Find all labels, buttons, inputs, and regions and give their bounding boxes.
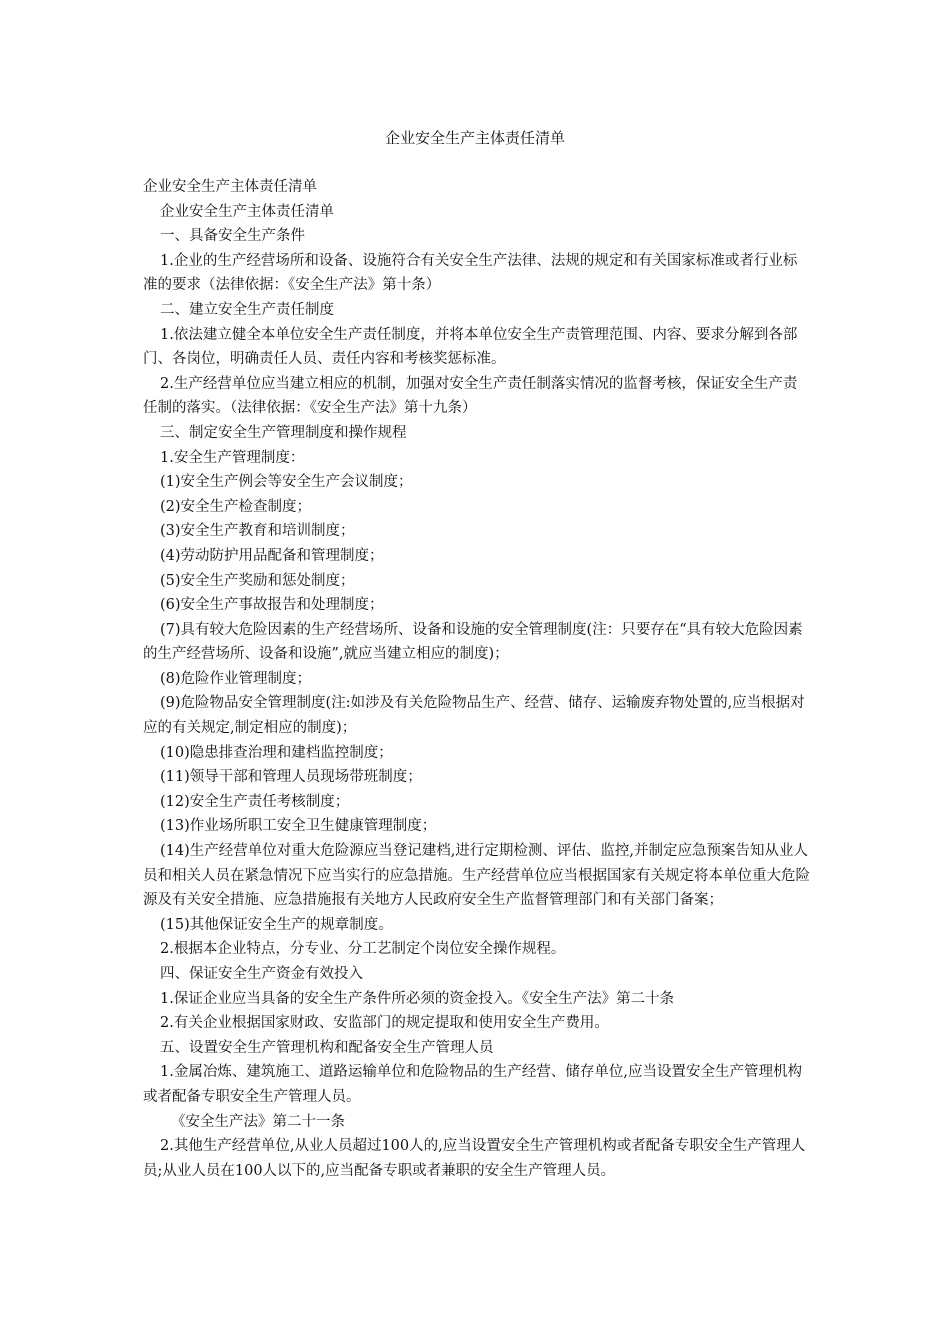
document-paragraph: (1)安全生产例会等安全生产会议制度； bbox=[160, 474, 413, 491]
document-paragraph: 1.保证企业应当具备的安全生产条件所必须的资金投入。《安全生产法》第二十条 bbox=[160, 990, 675, 1007]
document-paragraph: (11)领导干部和管理人员现场带班制度； bbox=[160, 769, 422, 786]
document-paragraph: 企业安全生产主体责任清单 bbox=[160, 203, 334, 220]
document-paragraph: 1.企业的生产经营场所和设备、设施符合有关安全生产法律、法规的规定和有关国家标准或者行业标准的要求（法律依据：《安全生产法》第十条） bbox=[143, 252, 798, 294]
document-paragraph: (3)安全生产教育和培训制度； bbox=[160, 523, 355, 540]
document-paragraph: (13)作业场所职工安全卫生健康管理制度； bbox=[160, 818, 437, 835]
document-paragraph: 三、制定安全生产管理制度和操作规程 bbox=[160, 424, 407, 441]
document-body bbox=[143, 175, 811, 1183]
document-paragraph: (10)隐患排查治理和建档监控制度； bbox=[160, 744, 393, 761]
document-paragraph: (2)安全生产检查制度； bbox=[160, 498, 312, 515]
document-paragraph: 2.生产经营单位应当建立相应的机制，加强对安全生产责任制落实情况的监督考核，保证安全生产责任制的落实。（法律依据：《安全生产法》第十九条） bbox=[143, 375, 798, 417]
document-paragraph: 1.安全生产管理制度： bbox=[160, 449, 305, 466]
document-paragraph: (12)安全生产责任考核制度； bbox=[160, 793, 350, 810]
document-paragraph: (8)危险作业管理制度； bbox=[160, 670, 312, 687]
document-paragraph: 2.根据本企业特点，分专业、分工艺制定个岗位安全操作规程。 bbox=[160, 941, 566, 958]
document-paragraph: 二、建立安全生产责任制度 bbox=[160, 301, 334, 318]
document-paragraph: (9)危险物品安全管理制度(注:如涉及有关危险物品生产、经营、储存、运输废弃物处置的,应当根据对应的有关规定,制定相应的制度)； bbox=[143, 695, 805, 737]
document-paragraph: 2.有关企业根据国家财政、安监部门的规定提取和使用安全生产费用。 bbox=[160, 1015, 609, 1032]
document-paragraph: 企业安全生产主体责任清单 bbox=[143, 179, 317, 195]
document-paragraph: (7)具有较大危险因素的生产经营场所、设备和设施的安全管理制度(注：只要存在“具有较大危险因素的生产经营场所、设备和设施”,就应当建立相应的制度)； bbox=[143, 621, 803, 663]
document-paragraph: 2.其他生产经营单位,从业人员超过100人的,应当设置安全生产管理机构或者配备专职安全生产管理人员;从业人员在100人以下的,应当配备专职或者兼职的安全生产管理人员。 bbox=[143, 1138, 806, 1179]
document-paragraph: (14)生产经营单位对重大危险源应当登记建档,进行定期检测、评估、监控,并制定应急预案告知从业人员和相关人员在紧急情况下应当实行的应急措施。生产经营单位应当根据国家有关规定将本单位重大危险源及有关安全措施、应急措施报有关地方人民政府安全生产监督管理部门和有关部门备案； bbox=[143, 843, 810, 909]
document-paragraph: 1.金属冶炼、建筑施工、道路运输单位和危险物品的生产经营、储存单位,应当设置安全生产管理机构或者配备专职安全生产管理人员。 bbox=[143, 1064, 802, 1105]
document-paragraph: 1.依法建立健全本单位安全生产责任制度，并将本单位安全生产责管理范围、内容、要求分解到各部门、各岗位，明确责任人员、责任内容和考核奖惩标准。 bbox=[143, 326, 798, 368]
document-paragraph: (5)安全生产奖励和惩处制度； bbox=[160, 572, 355, 589]
document-paragraph: 一、具备安全生产条件 bbox=[160, 228, 305, 245]
document-paragraph: 四、保证安全生产资金有效投入 bbox=[160, 966, 363, 982]
document-paragraph: (6)安全生产事故报告和处理制度； bbox=[160, 597, 384, 614]
document-paragraph: 五、设置安全生产管理机构和配备安全生产管理人员 bbox=[160, 1039, 494, 1056]
document-paragraph: 《安全生产法》第二十一条 bbox=[171, 1113, 345, 1130]
document-title: 企业安全生产主体责任清单 bbox=[384, 129, 565, 147]
document-paragraph: (15)其他保证安全生产的规章制度。 bbox=[160, 916, 393, 933]
document-paragraph: (4)劳动防护用品配备和管理制度； bbox=[160, 547, 384, 564]
